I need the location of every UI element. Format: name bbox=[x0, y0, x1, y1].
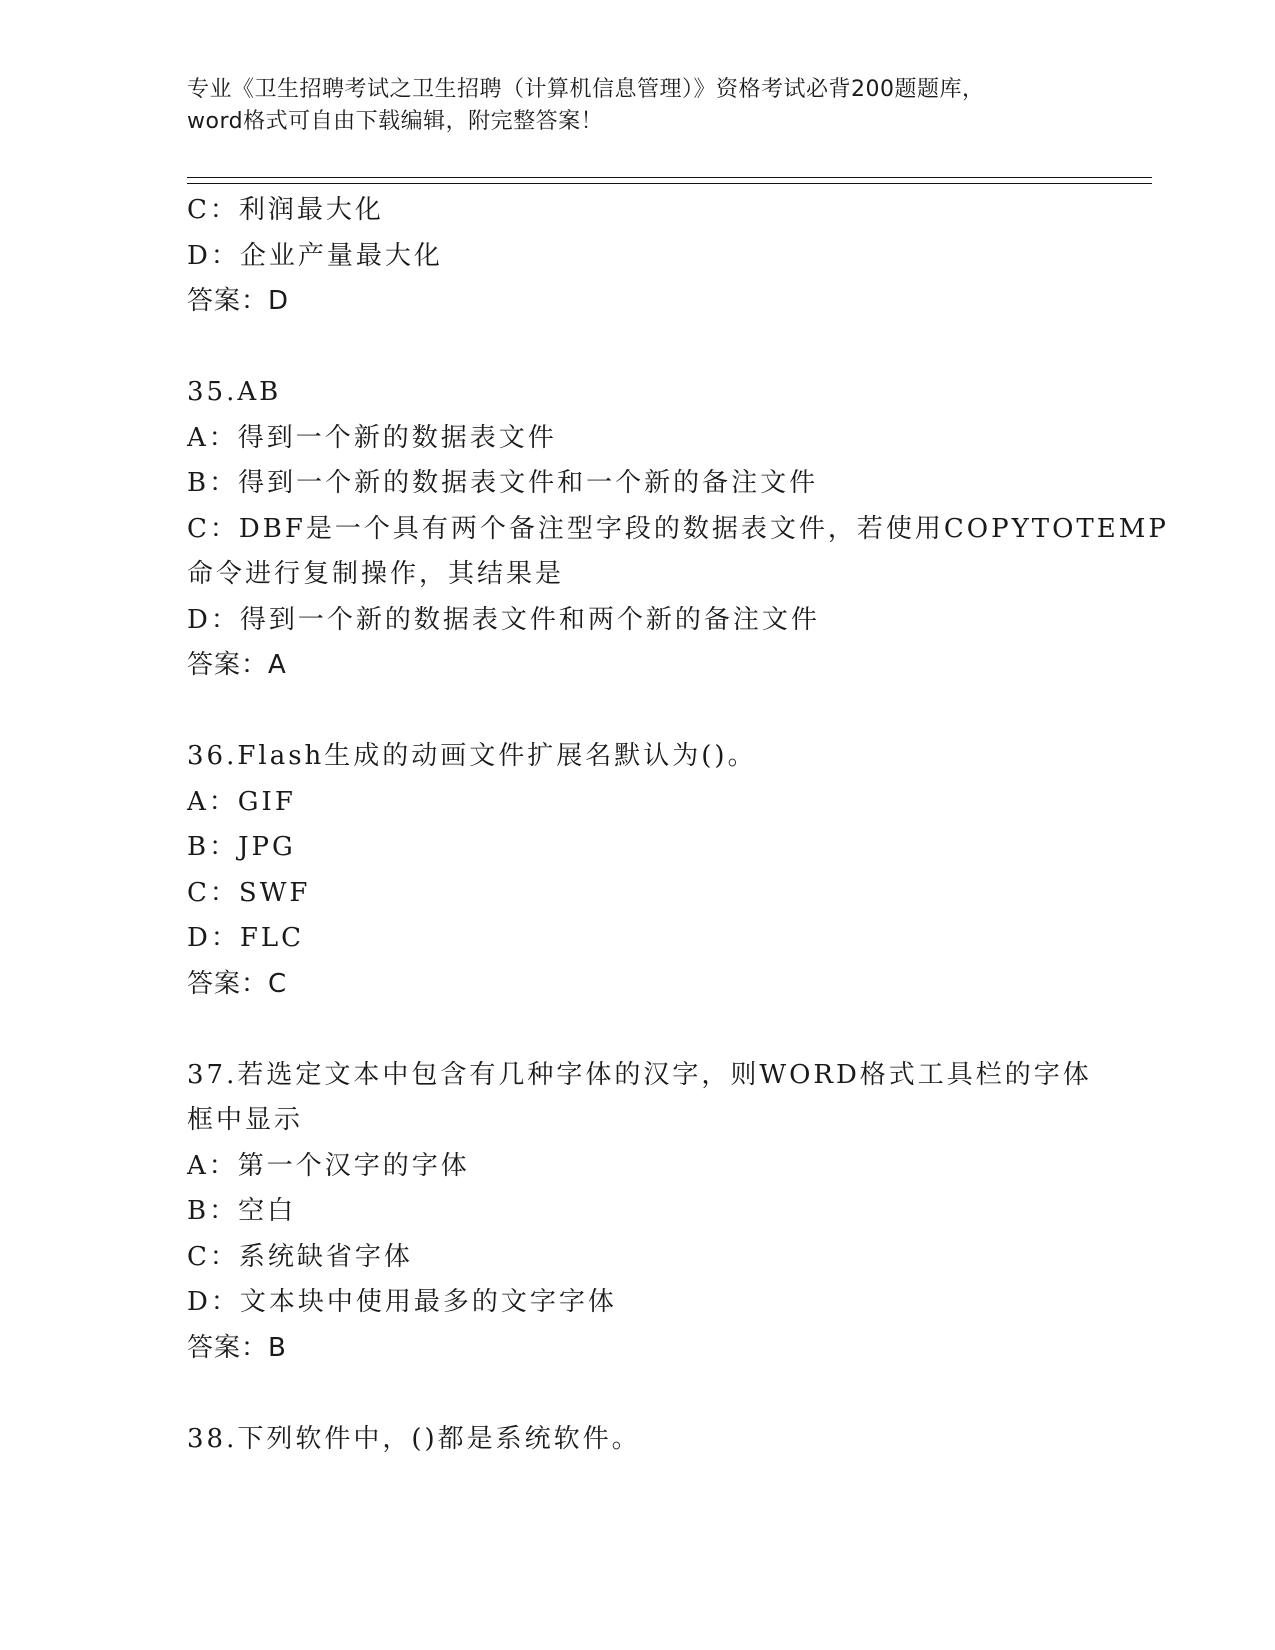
question-stem: 36.Flash生成的动画文件扩展名默认为()。 bbox=[187, 741, 757, 771]
question-stem-continued: 框中显示 bbox=[187, 1105, 304, 1135]
document-header bbox=[187, 74, 1087, 138]
question-stem: 35.AB bbox=[187, 377, 282, 407]
answer: 答案：C bbox=[187, 968, 288, 999]
option-a: A：得到一个新的数据表文件 bbox=[187, 422, 557, 453]
answer: 答案：A bbox=[187, 650, 287, 680]
header-rule-top bbox=[187, 177, 1152, 178]
header-line-2: word格式可自由下载编辑，附完整答案！ bbox=[187, 109, 604, 134]
question-list bbox=[187, 188, 1169, 1462]
header-line-1: 专业《卫生招聘考试之卫生招聘（计算机信息管理）》资格考试必背200题题库， bbox=[187, 77, 985, 102]
option-d: D：FLC bbox=[187, 923, 305, 953]
option-c: C：系统缺省字体 bbox=[187, 1241, 413, 1272]
header-rule-bottom bbox=[187, 183, 1152, 184]
answer: 答案：D bbox=[187, 286, 290, 316]
option-b: B：空白 bbox=[187, 1196, 297, 1226]
option-c-continued: 命令进行复制操作，其结果是 bbox=[187, 559, 565, 589]
option-d: D：文本块中使用最多的文字字体 bbox=[187, 1287, 617, 1317]
option-b: B：JPG bbox=[187, 832, 296, 862]
option-d: D：企业产量最大化 bbox=[187, 240, 443, 271]
question-stem: 37.若选定文本中包含有几种字体的汉字，则WORD格式工具栏的字体 bbox=[187, 1059, 1092, 1090]
question-stem: 38.下列软件中，()都是系统软件。 bbox=[187, 1423, 641, 1454]
option-a: A：GIF bbox=[187, 786, 296, 817]
option-b: B：得到一个新的数据表文件和一个新的备注文件 bbox=[187, 468, 819, 498]
answer: 答案：B bbox=[187, 1332, 287, 1363]
option-d: D：得到一个新的数据表文件和两个新的备注文件 bbox=[187, 604, 820, 635]
option-a: A：第一个汉字的字体 bbox=[187, 1150, 470, 1181]
option-c: C：DBF是一个具有两个备注型字段的数据表文件，若使用COPYTOTEMP bbox=[187, 513, 1169, 544]
option-c: C：SWF bbox=[187, 877, 311, 908]
option-c: C：利润最大化 bbox=[187, 195, 384, 225]
